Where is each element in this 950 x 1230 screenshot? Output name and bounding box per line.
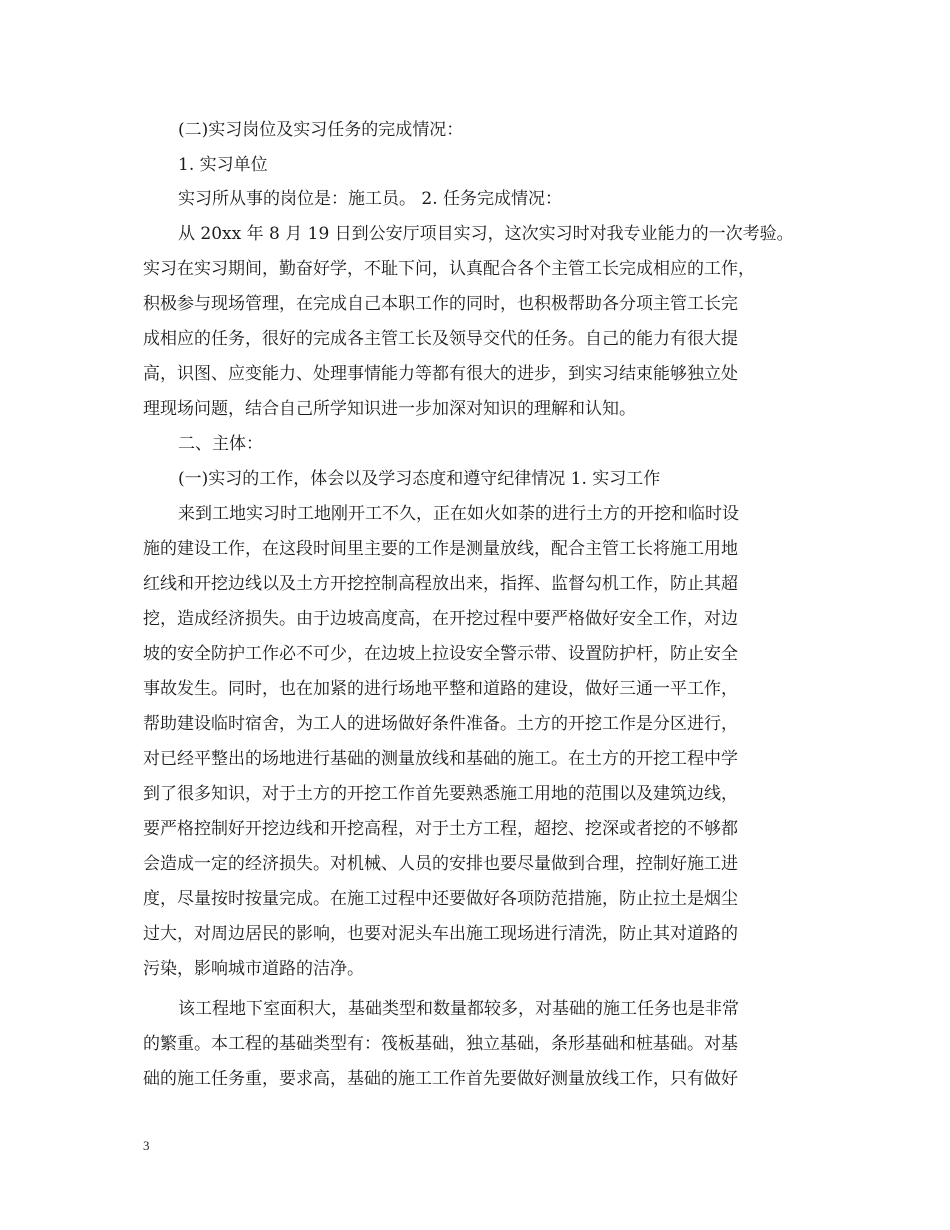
paragraph-line: 础的施工任务重，要求高，基础的施工工作首先要做好测量放线工作，只有做好 bbox=[143, 1069, 738, 1089]
subheading-internship-work: (一)实习的工作，体会以及学习态度和遵守纪律情况 1. 实习工作 bbox=[178, 469, 661, 489]
paragraph-line: 对已经平整出的场地进行基础的测量放线和基础的施工。在土方的开挖工程中学 bbox=[143, 749, 738, 769]
paragraph-line: 事故发生。同时，也在加紧的进行场地平整和道路的建设，做好三通一平工作， bbox=[143, 679, 738, 699]
paragraph-line: 的繁重。本工程的基础类型有：筏板基础，独立基础，条形基础和桩基础。对基 bbox=[143, 1034, 738, 1054]
paragraph-line: 施的建设工作，在这段时间里主要的工作是测量放线，配合主管工长将施工用地 bbox=[143, 539, 738, 559]
paragraph-line: 成相应的任务，很好的完成各主管工长及领导交代的任务。自己的能力有很大提 bbox=[143, 329, 738, 349]
paragraph-line: 挖，造成经济损失。由于边坡高度高，在开挖过程中要严格做好安全工作，对边 bbox=[143, 609, 738, 629]
paragraph-line: 该工程地下室面积大，基础类型和数量都较多，对基础的施工任务也是非常 bbox=[178, 999, 739, 1019]
subheading-internship-unit: 1. 实习单位 bbox=[178, 155, 268, 175]
paragraph-line: 积极参与现场管理，在完成自己本职工作的同时，也积极帮助各分项主管工长完 bbox=[143, 294, 738, 314]
paragraph-line: 从 20xx 年 8 月 19 日到公安厅项目实习，这次实习时对我专业能力的一次考验。 bbox=[178, 224, 794, 244]
section-heading-internship-position: (二)实习岗位及实习任务的完成情况： bbox=[178, 120, 464, 140]
paragraph-line: 要严格控制好开挖边线和开挖高程，对于土方工程，超挖、挖深或者挖的不够都 bbox=[143, 819, 738, 839]
paragraph-line: 实习在实习期间，勤奋好学，不耻下问，认真配合各个主管工长完成相应的工作， bbox=[143, 259, 755, 279]
paragraph-line: 高，识图、应变能力、处理事情能力等都有很大的进步，到实习结束能够独立处 bbox=[143, 364, 738, 384]
paragraph-line: 度，尽量按时按量完成。在施工过程中还要做好各项防范措施，防止拉土是烟尘 bbox=[143, 889, 738, 909]
paragraph-line: 会造成一定的经济损失。对机械、人员的安排也要尽量做到合理，控制好施工进 bbox=[143, 854, 738, 874]
paragraph-line: 红线和开挖边线以及土方开挖控制高程放出来，指挥、监督勾机工作，防止其超 bbox=[143, 574, 738, 594]
paragraph-line: 实习所从事的岗位是：施工员。 2. 任务完成情况： bbox=[178, 189, 563, 209]
section-heading-main-body: 二、主体： bbox=[178, 434, 263, 454]
paragraph-line: 理现场问题，结合自己所学知识进一步加深对知识的理解和认知。 bbox=[143, 399, 636, 419]
paragraph-line: 来到工地实习时工地刚开工不久，正在如火如荼的进行土方的开挖和临时设 bbox=[178, 504, 739, 524]
paragraph-line: 过大，对周边居民的影响，也要对泥头车出施工现场进行清洗，防止其对道路的 bbox=[143, 924, 738, 944]
paragraph-line: 帮助建设临时宿舍，为工人的进场做好条件准备。土方的开挖工作是分区进行， bbox=[143, 714, 738, 734]
paragraph-line: 污染，影响城市道路的洁净。 bbox=[143, 959, 364, 979]
page-number: 3 bbox=[143, 1138, 150, 1153]
paragraph-line: 到了很多知识，对于土方的开挖工作首先要熟悉施工用地的范围以及建筑边线， bbox=[143, 784, 738, 804]
paragraph-line: 坡的安全防护工作必不可少，在边坡上拉设安全警示带、设置防护杆，防止安全 bbox=[143, 644, 738, 664]
